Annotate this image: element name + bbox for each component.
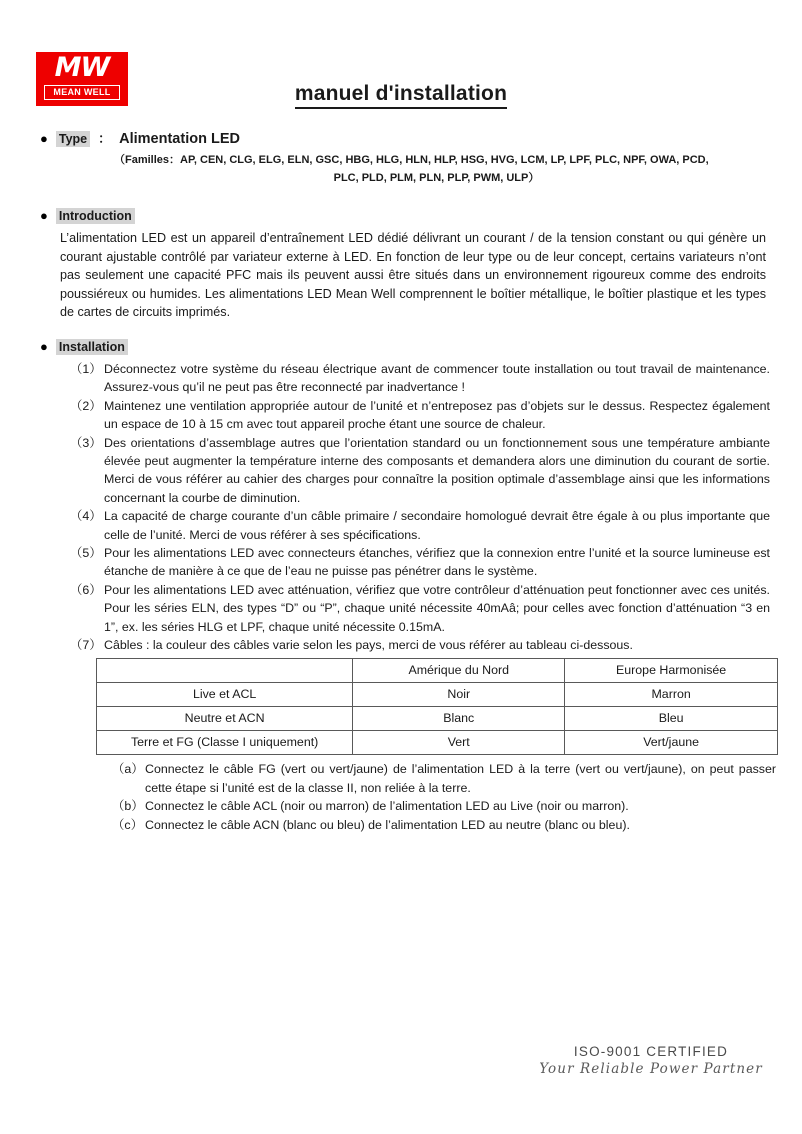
list-item-number: （1） [70, 361, 102, 376]
table-cell: Marron [565, 683, 778, 707]
table-row [97, 683, 778, 707]
list-item [70, 434, 770, 508]
document-footer [528, 1044, 774, 1077]
list-item [70, 544, 770, 581]
list-item-text: La capacité de charge courante d’un câble primaire / secondaire homologué devrait être égale à ou plus importante que celle de l’unité. Merci de vous référer à ses spécifications. [104, 509, 770, 542]
table-cell: Live et ACL [97, 683, 353, 707]
list-item-text: Câbles : la couleur des câbles varie selon les pays, merci de vous référer au tableau ci-dessous. [104, 638, 633, 653]
table-header-cell-europe: Europe Harmonisée [565, 659, 778, 683]
list-item-text: Connectez le câble ACN (blanc ou bleu) de l’alimentation LED au neutre (blanc ou bleu). [145, 817, 630, 832]
list-item-text: Maintenez une ventilation appropriée autour de l’unité et n’entreposez pas d’objets sur le dessus. Respectez également un espace de 10 à 15 cm avec tout appareil proche étant une source de chaleur. [104, 398, 770, 432]
table-cell: Terre et FG (Classe I uniquement) [97, 731, 353, 755]
list-item-number: （6） [70, 582, 102, 597]
page-title-text: manuel d'installation [295, 82, 507, 109]
table-cell: Noir [353, 683, 565, 707]
section-introduction [0, 207, 802, 322]
table-cell: Bleu [565, 707, 778, 731]
iso-certification-text: ISO-9001 CERTIFIED [573, 1044, 729, 1059]
introduction-heading: Introduction [56, 208, 135, 224]
bullet-icon: ● [40, 338, 48, 354]
list-item [70, 636, 770, 654]
list-item [70, 507, 770, 544]
list-item-number: （7） [70, 638, 102, 653]
type-colon: ： [98, 131, 112, 146]
table-cell: Blanc [353, 707, 565, 731]
type-label: Type [56, 131, 90, 147]
logo-brand-name: MEAN WELL [44, 85, 120, 100]
list-item-number: （3） [70, 435, 102, 450]
list-item [112, 760, 776, 797]
table-cell: Vert [353, 731, 565, 755]
list-item-text: Des orientations d’assemblage autres que l’orientation standard ou un fonctionnement sous une température ambiante élevée peut augmenter la température interne des composants et demandera alors une diminution du courant de sortie. Merci de vous référer au cahier des charges pour connaȋtre la position optimale d’assemblage ainsi que les informations concernant la courbe de diminution. [104, 435, 770, 505]
list-item [70, 581, 770, 636]
list-item [70, 397, 770, 434]
table-row [97, 731, 778, 755]
families-line-1: （Familles：AP, CEN, CLG, ELG, ELN, GSC, HBG, HLG, HLN, HLP, HSG, HVG, LCM, LP, LPF, PLC, NPF, OWA, PCD, [114, 154, 709, 166]
list-item-text: Connectez le câble FG (vert ou vert/jaune) de l’alimentation LED à la terre (vert ou vert/jaune), on peut passer cette étape si l’unité est de la classe II, non reliée à la terre. [145, 762, 776, 795]
families-line-2: PLC, PLD, PLM, PLN, PLP, PWM, ULP） [333, 172, 540, 184]
list-item-letter: （a） [112, 762, 144, 777]
table-header-row [97, 659, 778, 683]
list-item-text: Déconnectez votre système du réseau électrique avant de commencer toute installation ou tout travail de maintenance. Assurez-vous qu’il ne peut pas être reconnecté par inadvertance ! [104, 361, 770, 395]
families-block [114, 151, 802, 187]
installation-heading-row [36, 338, 802, 356]
table-cell: Neutre et ACN [97, 707, 353, 731]
list-item-text: Pour les alimentations LED avec connecteurs étanches, vérifiez que la connexion entre l’unité et la source lumineuse est étanche de manière à ce que de l’eau ne puisse pas pénétrer dans le système. [104, 546, 770, 579]
list-item-number: （5） [70, 546, 102, 561]
section-installation [0, 338, 802, 834]
document-content [0, 128, 802, 834]
list-item-text: Connectez le câble ACL (noir ou marron) de l’alimentation LED au Live (noir ou marron). [145, 799, 629, 814]
type-value: Alimentation LED [119, 131, 240, 147]
bullet-icon: ● [40, 208, 48, 223]
table-cell: Vert/jaune [565, 731, 778, 755]
cable-color-table-wrap [96, 658, 778, 755]
table-row [97, 707, 778, 731]
type-heading-row [36, 128, 802, 148]
list-item-number: （2） [70, 398, 102, 413]
list-item-text: Pour les alimentations LED avec atténuation, vérifiez que votre contrôleur d’atténuation peut fonctionner avec ces unités. Pour les séries ELN, des types “D” ou “P”, chaque unité nécessite 40mAâ; pour celles avec fonction d’atténuation “3 en 1”, ex. les séries HLG et LPF, chaque unité nécessite 0.15mA. [104, 582, 770, 634]
introduction-paragraph: L’alimentation LED est un appareil d’entraînement LED dédié délivrant un courant / de la tension constant ou qui génère un courant ajustable contrôlé par variateur externe à LED. En fonction de leur type ou de leur concept, certains variateurs n’ont pas seulement une capacité PFC mais ils peuvent aussi être situés dans un environnement rigoureux comme des endroits poussiéreux ou humides. Les alimentations LED Mean Well comprennent le boȋtier métallique, le boîtier plastique et les types de cartes de circuits imprimés. [60, 231, 766, 320]
list-item [112, 816, 776, 834]
page-title [0, 82, 802, 106]
installation-steps-list [70, 360, 770, 655]
table-header-cell-north-america: Amérique du Nord [353, 659, 565, 683]
cable-connection-sublist [112, 760, 776, 834]
table-header-cell-blank [97, 659, 353, 683]
cable-color-table [96, 658, 778, 755]
introduction-heading-row [36, 207, 802, 225]
installation-heading: Installation [56, 339, 128, 355]
section-type [0, 128, 802, 187]
logo-mw-text: MW [54, 52, 110, 83]
list-item [70, 360, 770, 397]
bullet-icon: ● [40, 131, 48, 146]
list-item [112, 797, 776, 815]
list-item-number: （4） [70, 509, 102, 524]
list-item-letter: （b） [112, 799, 144, 814]
list-item-letter: （c） [112, 817, 143, 832]
company-tagline: Your Reliable Power Partner [539, 1061, 763, 1077]
